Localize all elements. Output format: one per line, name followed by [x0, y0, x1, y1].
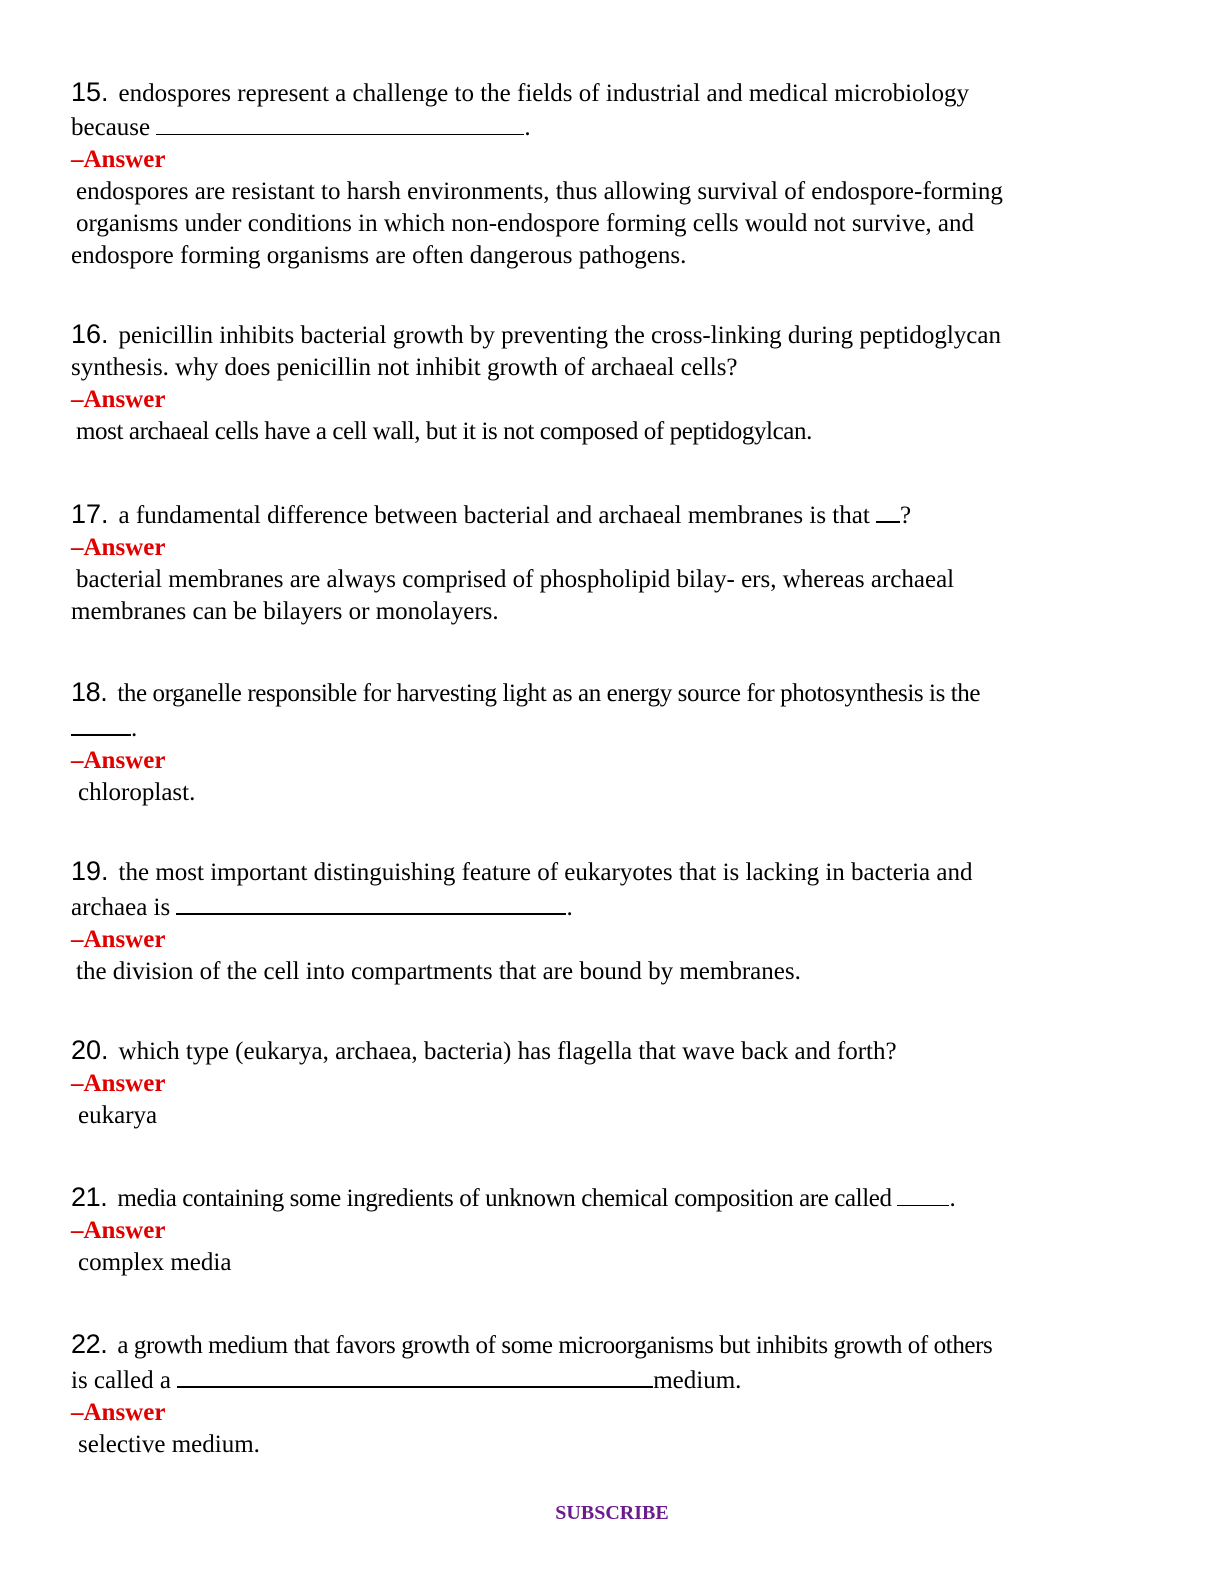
answer-text: complex media [78, 1249, 232, 1276]
answer-text: bacterial membranes are always comprised of phospholipid bilay- ers, whereas archaeal membranes can be bilayers or monolayers. [71, 566, 955, 625]
question-block-15 [71, 76, 1151, 272]
question-text: archaea is . [71, 889, 1151, 924]
fill-in-blank [156, 110, 524, 135]
question-block-16 [71, 318, 1151, 448]
question-number: 19. [71, 856, 109, 886]
question-text: . [71, 710, 1151, 745]
answer-label: –Answer [71, 534, 166, 561]
answer-text: endospores are resistant to harsh environments, thus allowing survival of endospore-forming organisms under conditions in which non-endospore forming cells would not survive, and endospore forming organisms are often dangerous pathogens. [71, 178, 1003, 269]
answer-label: –Answer [71, 747, 166, 774]
answer-text: the division of the cell into compartments that are bound by membranes. [76, 958, 801, 985]
question-text: 22. a growth medium that favors growth of some microorganisms but inhibits growth of others [71, 1329, 993, 1359]
question-text: 18. the organelle responsible for harvesting light as an energy source for photosynthesis is the [71, 677, 981, 707]
question-block-22 [71, 1328, 1151, 1461]
answer-label: –Answer [71, 926, 166, 953]
fill-in-blank [176, 889, 566, 915]
subscribe-link[interactable]: SUBSCRIBE [555, 1502, 669, 1524]
question-text: synthesis. why does penicillin not inhibit growth of archaeal cells? [71, 354, 738, 381]
fill-in-blank [876, 497, 900, 523]
question-number: 18. [71, 677, 108, 707]
answer-label: –Answer [71, 146, 166, 173]
question-block-19 [71, 855, 1151, 988]
fill-in-blank [71, 710, 131, 736]
answer-text: eukarya [78, 1102, 158, 1129]
answer-label: –Answer [71, 1217, 166, 1244]
question-text: 17. a fundamental difference between bacterial and archaeal membranes is that ? [71, 499, 912, 529]
question-block-18 [71, 676, 1151, 809]
question-number: 21. [71, 1182, 108, 1212]
question-block-20 [71, 1034, 1151, 1132]
question-number: 15. [71, 77, 109, 107]
question-number: 17. [71, 499, 109, 529]
answer-text: most archaeal cells have a cell wall, but it is not composed of peptidogylcan. [76, 418, 812, 445]
question-text: 21. media containing some ingredients of unknown chemical composition are called . [71, 1182, 956, 1212]
question-text: because . [71, 110, 1151, 144]
fill-in-blank [177, 1362, 653, 1388]
answer-label: –Answer [71, 1070, 166, 1097]
question-block-17 [71, 497, 1151, 628]
question-number: 20. [71, 1035, 109, 1065]
fill-in-blank [897, 1181, 949, 1206]
question-number: 22. [71, 1329, 108, 1359]
question-text: 15. endospores represent a challenge to the fields of industrial and medical microbiology [71, 77, 969, 107]
answer-text: selective medium. [78, 1431, 260, 1458]
answer-label: –Answer [71, 1399, 166, 1426]
question-text: 16. penicillin inhibits bacterial growth by preventing the cross-linking during peptidoglycan [71, 319, 1001, 349]
answer-text: chloroplast. [78, 779, 196, 806]
answer-label: –Answer [71, 386, 166, 413]
question-text: 20. which type (eukarya, archaea, bacteria) has flagella that wave back and forth? [71, 1035, 897, 1065]
question-text: 19. the most important distinguishing feature of eukaryotes that is lacking in bacteria and [71, 856, 973, 886]
question-block-21 [71, 1181, 1151, 1279]
question-text: is called a medium. [71, 1362, 1151, 1397]
question-number: 16. [71, 319, 109, 349]
